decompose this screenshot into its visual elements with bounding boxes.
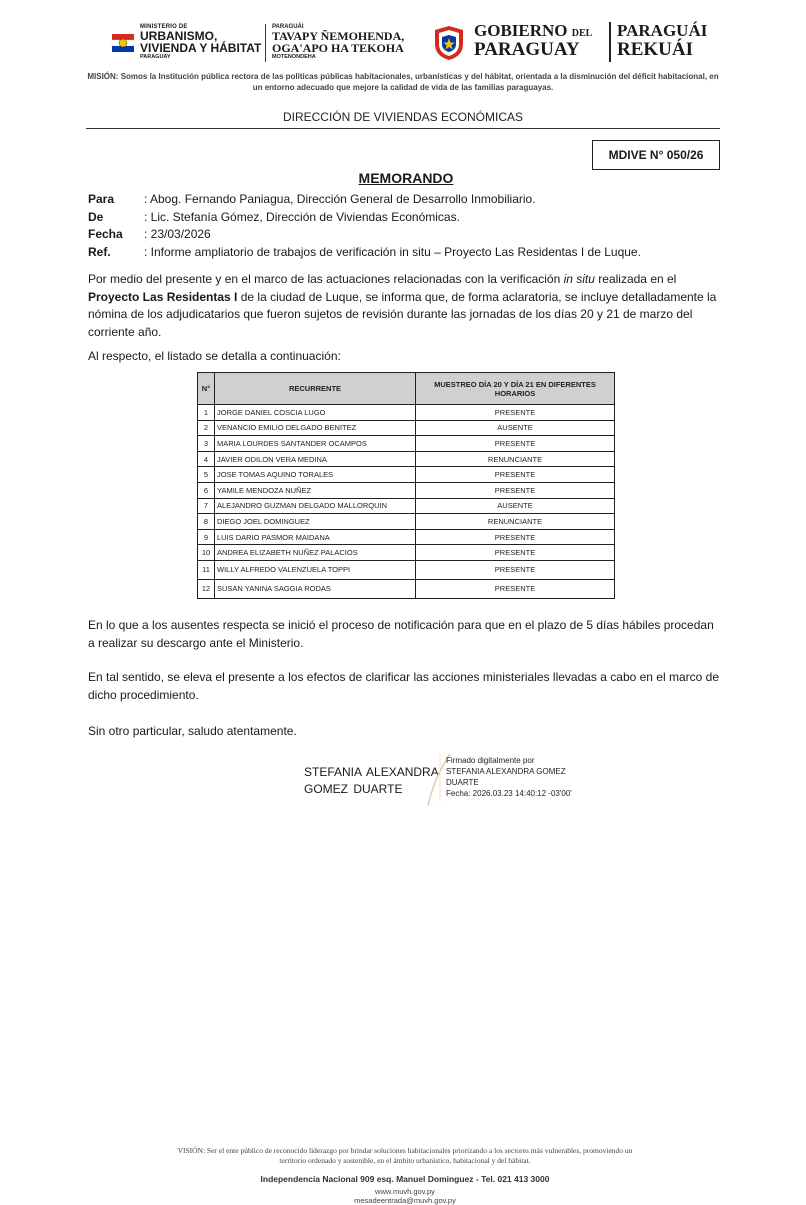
cell-number: 10 xyxy=(198,545,215,561)
ref-value: : Informe ampliatorio de trabajos de verificación in situ – Proyecto Las Residentas I de Luque. xyxy=(144,244,641,259)
government-logo-block xyxy=(430,22,720,66)
mission-statement: MISIÓN: Somos la Institución pública rectora de las políticas públicas habitacionales, urbanísticas y del hábitat, orientada a la disminución del déficit habitacional, en un entorno adecuado que mejore la calidad de vida de las familias paraguayas. xyxy=(87,72,719,92)
table-row xyxy=(198,451,615,467)
table-header-row xyxy=(198,373,615,405)
cell-status: AUSENTE xyxy=(416,498,615,514)
cell-number: 12 xyxy=(198,579,215,598)
meta-row-para xyxy=(88,191,641,209)
body-paragraph-2: Al respecto, el listado se detalla a continuación: xyxy=(88,349,341,363)
cell-status: AUSENTE xyxy=(416,420,615,436)
footer-address: Independencia Nacional 909 esq. Manuel Dominguez - Tel. 021 413 3000 xyxy=(260,1174,550,1184)
memo-title: MEMORANDO xyxy=(358,170,454,186)
cell-status: PRESENTE xyxy=(416,467,615,483)
table-row xyxy=(198,579,615,598)
table-row xyxy=(198,498,615,514)
meta-row-ref xyxy=(88,244,641,262)
meta-row-fecha xyxy=(88,226,641,244)
cell-number: 7 xyxy=(198,498,215,514)
guarani-name-line2: OGA'APO HA TEKOHA xyxy=(272,41,404,55)
cell-status: PRESENTE xyxy=(416,529,615,545)
para-value: : Abog. Fernando Paniagua, Dirección General de Desarrollo Inmobiliario. xyxy=(144,192,536,206)
body-paragraph-4: En tal sentido, se eleva el presente a los efectos de clarificar las acciones ministeriales llevadas a cabo en el marco de dicho procedimiento. xyxy=(88,670,720,702)
digital-signature-info xyxy=(446,755,572,799)
p1-bold-project: Proyecto Las Residentas I xyxy=(88,289,238,304)
body-paragraph-1 xyxy=(88,271,720,341)
cell-recurrente: MARIA LOURDES SANTANDER OCAMPOS xyxy=(215,436,416,452)
table-row xyxy=(198,405,615,421)
col-header-recurrente: RECURRENTE xyxy=(215,373,416,405)
de-value: : Lic. Stefanía Gómez, Dirección de Viviendas Económicas. xyxy=(144,209,460,224)
guarani-label: PARAGUÁI xyxy=(272,24,304,30)
cell-recurrente: JOSE TOMAS AQUINO TORALES xyxy=(215,467,416,483)
cell-number: 3 xyxy=(198,436,215,452)
adjudicatarios-table xyxy=(197,372,615,599)
rekuai-line2: REKUÁI xyxy=(617,39,694,60)
cell-status: PRESENTE xyxy=(416,560,615,579)
ministry-logo-block xyxy=(110,24,410,64)
cell-recurrente: LUIS DARIO PASMOR MAIDANA xyxy=(215,529,416,545)
cell-number: 1 xyxy=(198,405,215,421)
memo-number-box: MDIVE N° 050/26 xyxy=(592,140,720,170)
cell-status: PRESENTE xyxy=(416,579,615,598)
table-row xyxy=(198,545,615,561)
ministry-country: PARAGUAY xyxy=(140,54,171,60)
p1-text-c: de la ciudad de Luque, se informa que, de forma aclaratoria, se incluye detalladamente la nómina de los adjudicatarios que fueron sujetos de revisión durante las jornadas de los días 20 y 21 de marzo del corriente año. xyxy=(88,289,717,339)
gobierno-del: DEL xyxy=(571,28,593,39)
cell-status: RENUNCIANTE xyxy=(416,514,615,530)
table-row xyxy=(198,514,615,530)
cell-status: PRESENTE xyxy=(416,436,615,452)
cell-recurrente: WILLY ALFREDO VALENZUELA TOPPI xyxy=(215,560,416,579)
table-row xyxy=(198,420,615,436)
footer-website: www.muvh.gov.py xyxy=(375,1187,435,1196)
closing-line: Sin otro particular, saludo atentamente. xyxy=(88,724,297,738)
para-label: Para xyxy=(88,192,115,206)
digital-sig-line2: STEFANIA ALEXANDRA GOMEZ xyxy=(446,767,566,776)
footer-email: mesadeentrada@muvh.gov.py xyxy=(354,1196,456,1205)
cell-status: PRESENTE xyxy=(416,405,615,421)
cell-number: 9 xyxy=(198,529,215,545)
cell-number: 4 xyxy=(198,451,215,467)
ministry-name-line2: VIVIENDA Y HÁBITAT xyxy=(140,41,262,55)
cell-number: 5 xyxy=(198,467,215,483)
cell-status: RENUNCIANTE xyxy=(416,451,615,467)
cell-number: 11 xyxy=(198,560,215,579)
digital-sig-line3: DUARTE xyxy=(446,778,479,787)
cell-status: PRESENTE xyxy=(416,482,615,498)
guarani-name xyxy=(272,30,404,54)
cell-recurrente: JAVIER ODILON VERA MEDINA xyxy=(215,451,416,467)
signer-name xyxy=(304,764,439,798)
vision-statement: VISIÓN: Ser el ente público de reconocido liderazgo por brindar soluciones habitacionales priorizando a los sectores más vulnerables, promoviendo un territorio ordenado y sostenible, en el ámbito urbanístico, habitacional y del hábitat. xyxy=(177,1146,633,1165)
cell-recurrente: SUSAN YANINA SAGGIA RODAS xyxy=(215,579,416,598)
header-rule xyxy=(86,128,720,129)
cell-recurrente: ALEJANDRO GUZMAN DELGADO MALLORQUIN xyxy=(215,498,416,514)
department-title: DIRECCIÓN DE VIVIENDAS ECONÓMICAS xyxy=(282,110,524,124)
cell-recurrente: VENANCIO EMILIO DELGADO BENITEZ xyxy=(215,420,416,436)
cell-number: 8 xyxy=(198,514,215,530)
table-row xyxy=(198,560,615,579)
memo-metadata xyxy=(88,191,641,261)
cell-number: 2 xyxy=(198,420,215,436)
col-header-number: N° xyxy=(198,373,215,405)
cell-recurrente: JORGE DANIEL COSCIA LUGO xyxy=(215,405,416,421)
gobierno-line2: PARAGUAY xyxy=(474,39,580,60)
col-header-muestreo: MUESTREO DÍA 20 Y DÍA 21 EN DIFERENTES HORARIOS xyxy=(416,373,615,405)
digital-sig-line1: Firmado digitalmente por xyxy=(446,756,535,765)
fecha-value: : 23/03/2026 xyxy=(144,227,211,241)
government-seal-icon xyxy=(430,24,468,62)
gobierno-word: GOBIERNO xyxy=(474,21,568,40)
cell-number: 6 xyxy=(198,482,215,498)
header-divider-right xyxy=(609,22,611,62)
signer-name-line1: STEFANIA ALEXANDRA xyxy=(304,765,439,779)
header-divider xyxy=(265,24,266,62)
cell-recurrente: ANDREA ELIZABETH NUÑEZ PALACIOS xyxy=(215,545,416,561)
ministry-label: MINISTERIO DE xyxy=(140,24,188,30)
table-row xyxy=(198,482,615,498)
fecha-label: Fecha xyxy=(88,227,123,241)
cell-recurrente: YAMILE MENDOZA NUÑEZ xyxy=(215,482,416,498)
table-row xyxy=(198,436,615,452)
ministry-emblem-icon xyxy=(110,30,136,56)
p1-text-b: realizada en el xyxy=(594,272,677,286)
table-row xyxy=(198,467,615,483)
signer-name-line2: GOMEZ DUARTE xyxy=(304,782,403,796)
cell-recurrente: DIEGO JOEL DOMINGUEZ xyxy=(215,514,416,530)
p1-italic: in situ xyxy=(563,272,595,286)
table-row xyxy=(198,529,615,545)
ministry-name xyxy=(140,30,261,54)
cell-status: PRESENTE xyxy=(416,545,615,561)
meta-row-de xyxy=(88,209,641,227)
p1-text-a: Por medio del presente y en el marco de las actuaciones relacionadas con la verificación xyxy=(88,272,564,286)
digital-sig-date: Fecha: 2026.03.23 14:40:12 -03'00' xyxy=(446,789,572,798)
body-paragraph-3: En lo que a los ausentes respecta se inició el proceso de notificación para que en el plazo de 5 días hábiles procedan a realizar su descargo ante el Ministerio. xyxy=(88,618,714,650)
ministry-name-line1: URBANISMO, xyxy=(140,29,218,43)
guarani-name-line1: TAVAPY ÑEMOHENDA, xyxy=(272,29,405,43)
ref-label: Ref. xyxy=(88,244,111,259)
rekuai-line1: PARAGUÁI xyxy=(617,21,708,40)
guarani-sub: MOTENONDEHA xyxy=(272,54,316,60)
de-label: De xyxy=(88,209,104,224)
